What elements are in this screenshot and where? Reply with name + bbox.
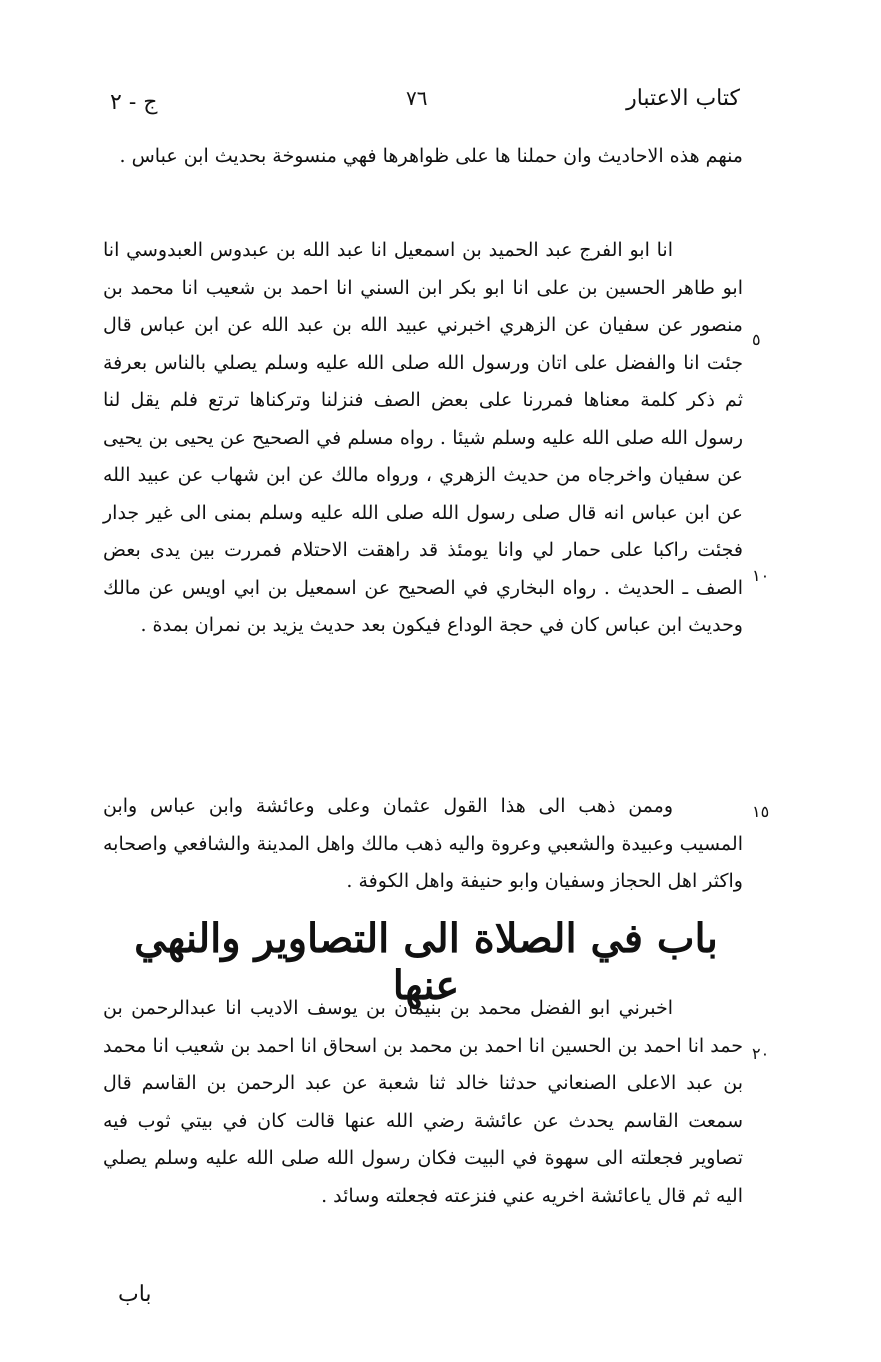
line-number-5: ٥ — [752, 330, 761, 349]
running-header — [100, 86, 740, 126]
paragraph-continuation: منهم هذه الاحاديث وان حملنا ها على ظواهرها فهي منسوخة بحديث ابن عباس . — [119, 145, 743, 167]
volume-number: ج - ٢ — [110, 90, 158, 115]
page-number: ٧٦ — [406, 86, 428, 110]
line-number-10: ١٠ — [752, 566, 770, 585]
chapter-heading: باب في الصلاة الى التصاوير والنهي عنها — [134, 915, 718, 1009]
line-number-20: ٢٠ — [752, 1044, 770, 1063]
paragraph-ibn-abbas-hadith: انا ابو الفرج عبد الحميد بن اسمعيل انا عبد الله بن عبدوس العبدوسي انا ابو طاهر الحسين بن على انا ابو بكر ابن السني انا احمد بن شعيب انا محمد بن منصور عن سفيان عن الزهري اخبرني عبيد الله بن عبد الله عن ابن عباس قال جئت انا والفضل على اتان ورسول الله صلى الله عليه وسلم يصلي بالناس بعرفة ثم ذكر كلمة معناها فمررنا على بعض الصف فنزلنا وتركناها ترتع فلم يقل لنا رسول الله صلى الله عليه وسلم شيئا . رواه مسلم في الصحيح عن يحيى بن يحيى عن سفيان واخرجاه من حديث الزهري ، ورواه مالك عن ابن شهاب عن عبيد الله عن ابن عباس انه قال صلى رسول الله صلى الله عليه وسلم بمنى الى غير جدار فجئت راكبا على حمار لي وانا يومئذ قد راهقت الاحتلام فمررت بين يدى بعض الصف ـ الحديث . رواه البخاري في الصحيح عن اسمعيل بن ابي اويس عن مالك وحديث ابن عباس كان في حجة الوداع فيكون بعد حديث يزيد بن نمران بمدة . — [103, 239, 743, 636]
paragraph-aisha-hadith: اخبرني ابو الفضل محمد بن بنيمان بن يوسف الاديب انا عبدالرحمن بن حمد انا احمد بن الحسين انا احمد بن محمد بن اسحاق انا احمد بن شعيب انا محمد بن عبد الاعلى الصنعاني حدثنا خالد ثنا شعبة عن عبد الرحمن بن القاسم قال سمعت القاسم يحدث عن عائشة رضي الله عنها قالت كان في بيتي ثوب فيه تصاوير فجعلته الى سهوة في البيت فكان رسول الله صلى الله عليه وسلم يصلي اليه ثم قال ياعائشة اخريه عني فنزعته فجعلته وسائد . — [103, 997, 743, 1207]
catchword: باب — [118, 1282, 152, 1307]
line-number-15: ١٥ — [752, 802, 770, 821]
paragraph-scholars-opinion: وممن ذهب الى هذا القول عثمان وعلى وعائشة وابن عباس وابن المسيب وعبيدة والشعبي وعروة واليه ذهب مالك واهل المدينة والشافعي واصحابه واكثر اهل الحجاز وسفيان وابو حنيفة واهل الكوفة . — [103, 795, 743, 892]
book-title: كتاب الاعتبار — [626, 86, 740, 111]
